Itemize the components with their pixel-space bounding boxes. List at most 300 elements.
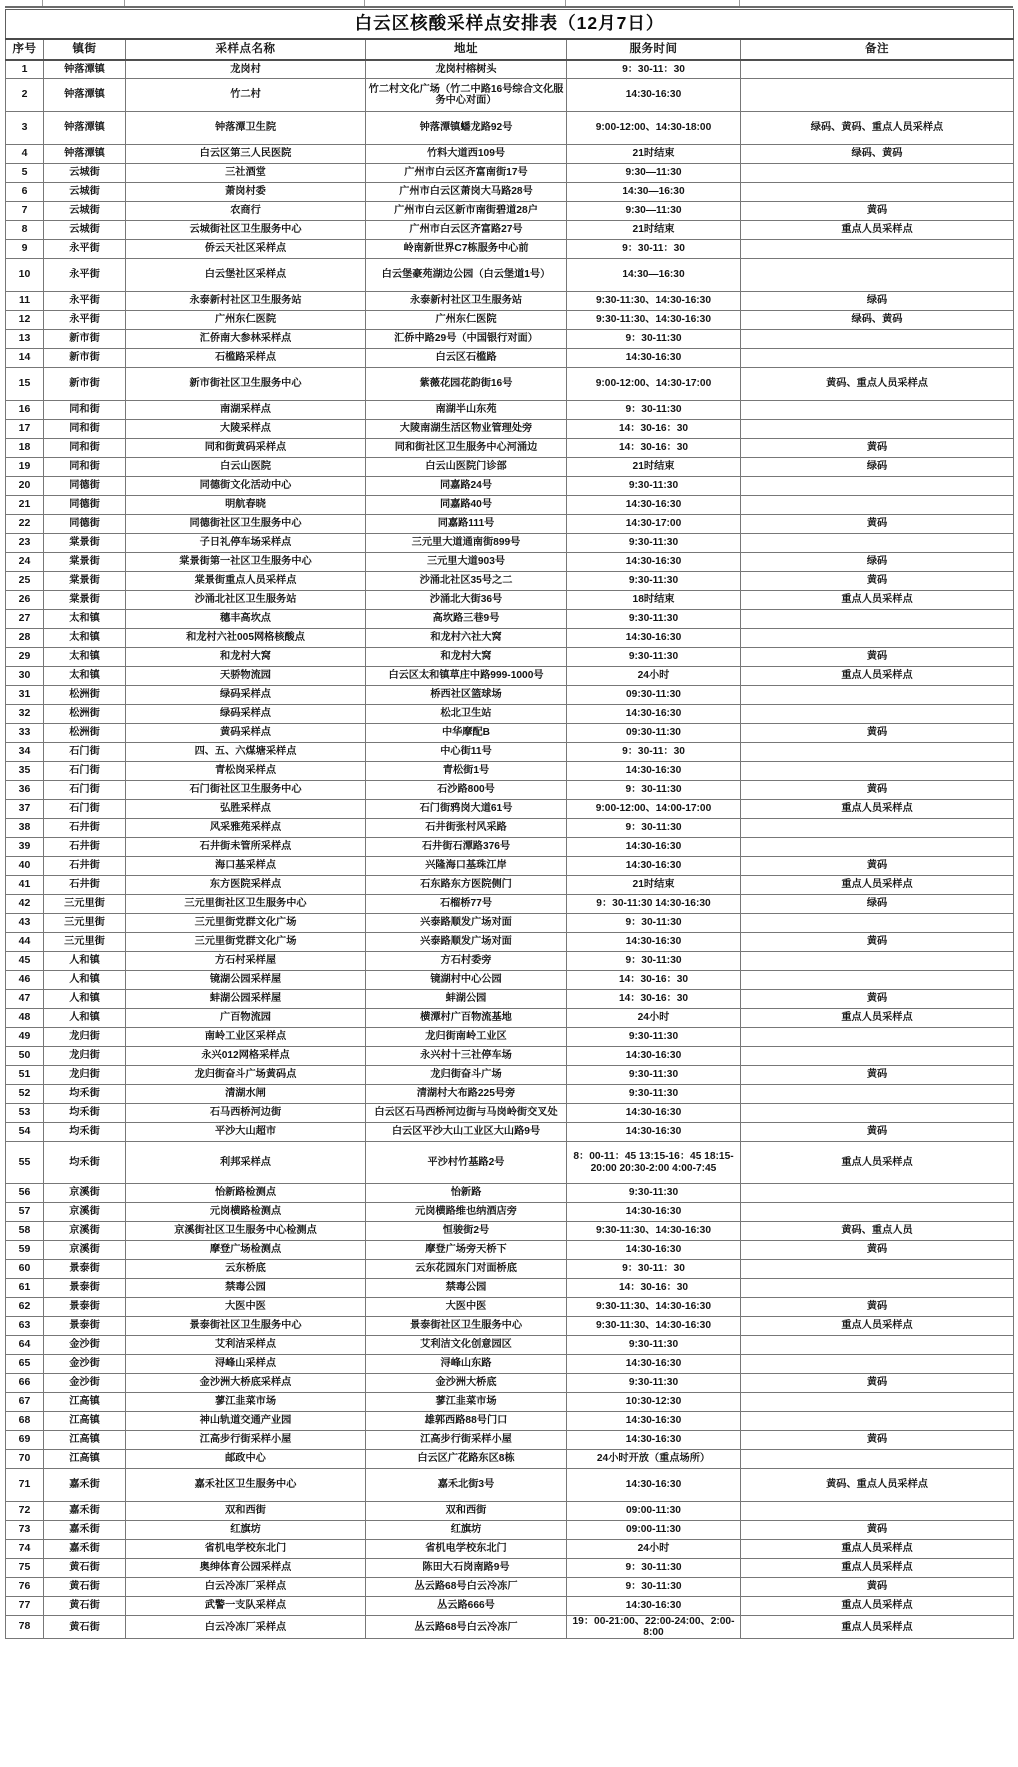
cell-town: 云城街 (44, 183, 126, 202)
table-row (6, 368, 1014, 401)
cell-index: 11 (6, 292, 44, 311)
cell-time: 9:30-11:30 (567, 572, 741, 591)
table-row (6, 292, 1014, 311)
cell-time: 14:30-16:30 (567, 1355, 741, 1374)
cell-address: 丛云路666号 (366, 1597, 567, 1616)
cell-note: 重点人员采样点 (741, 800, 1014, 819)
cell-time: 14：30-16：30 (567, 439, 741, 458)
cell-site: 同德街文化活动中心 (126, 477, 366, 496)
cell-note (741, 1203, 1014, 1222)
cell-address: 江高步行街采样小屋 (366, 1431, 567, 1450)
table-row (6, 857, 1014, 876)
cell-time: 14:30-16:30 (567, 79, 741, 112)
cell-time: 9:30-11:30 (567, 1066, 741, 1085)
cell-note: 重点人员采样点 (741, 1540, 1014, 1559)
table-row (6, 420, 1014, 439)
table-row (6, 800, 1014, 819)
clipped-cell-note (740, 0, 1011, 6)
cell-index: 39 (6, 838, 44, 857)
cell-town: 人和镇 (44, 952, 126, 971)
cell-site: 绿码采样点 (126, 705, 366, 724)
cell-town: 均禾街 (44, 1123, 126, 1142)
table-row (6, 439, 1014, 458)
table-row (6, 705, 1014, 724)
cell-index: 32 (6, 705, 44, 724)
cell-index: 20 (6, 477, 44, 496)
cell-address: 清湖村大布路225号旁 (366, 1085, 567, 1104)
table-row (6, 629, 1014, 648)
cell-index: 77 (6, 1597, 44, 1616)
cell-address: 白云区平沙大山工业区大山路9号 (366, 1123, 567, 1142)
cell-town: 同德街 (44, 496, 126, 515)
cell-note: 黄码 (741, 515, 1014, 534)
cell-address: 摩登广场旁天桥下 (366, 1241, 567, 1260)
cell-town: 松洲街 (44, 686, 126, 705)
cell-index: 66 (6, 1374, 44, 1393)
cell-index: 21 (6, 496, 44, 515)
cell-note (741, 496, 1014, 515)
cell-index: 52 (6, 1085, 44, 1104)
cell-town: 龙归街 (44, 1066, 126, 1085)
cell-note: 重点人员采样点 (741, 1559, 1014, 1578)
cell-note: 绿码、黄码 (741, 311, 1014, 330)
cell-index: 2 (6, 79, 44, 112)
cell-index: 62 (6, 1298, 44, 1317)
cell-town: 新市街 (44, 330, 126, 349)
table-row (6, 1066, 1014, 1085)
cell-site: 清湖水闸 (126, 1085, 366, 1104)
cell-address: 竹料大道西109号 (366, 145, 567, 164)
cell-index: 73 (6, 1521, 44, 1540)
table-row (6, 667, 1014, 686)
cell-address: 雄郭西路88号门口 (366, 1412, 567, 1431)
cell-town: 同和街 (44, 401, 126, 420)
cell-site: 石门街社区卫生服务中心 (126, 781, 366, 800)
cell-index: 59 (6, 1241, 44, 1260)
column-header-note: 备注 (741, 39, 1014, 60)
cell-index: 55 (6, 1142, 44, 1184)
cell-time: 14:30-16:30 (567, 705, 741, 724)
cell-site: 艾利洁采样点 (126, 1336, 366, 1355)
cell-index: 76 (6, 1578, 44, 1597)
cell-site: 平沙大山超市 (126, 1123, 366, 1142)
cell-address: 丛云路68号白云冷冻厂 (366, 1578, 567, 1597)
cell-note (741, 705, 1014, 724)
table-row (6, 311, 1014, 330)
cell-note (741, 952, 1014, 971)
cell-time: 09:30-11:30 (567, 686, 741, 705)
cell-index: 18 (6, 439, 44, 458)
cell-index: 50 (6, 1047, 44, 1066)
cell-note (741, 1260, 1014, 1279)
cell-site: 钟落潭卫生院 (126, 112, 366, 145)
table-row (6, 990, 1014, 1009)
cell-town: 均禾街 (44, 1142, 126, 1184)
cell-site: 利邦采样点 (126, 1142, 366, 1184)
cell-time: 24小时 (567, 667, 741, 686)
cell-note: 重点人员采样点 (741, 1009, 1014, 1028)
table-row (6, 112, 1014, 145)
cell-site: 永泰新村社区卫生服务站 (126, 292, 366, 311)
cell-address: 镜湖村中心公园 (366, 971, 567, 990)
cell-note: 重点人员采样点 (741, 1317, 1014, 1336)
cell-address: 三元里大道通南街899号 (366, 534, 567, 553)
table-row (6, 1047, 1014, 1066)
cell-town: 石门街 (44, 800, 126, 819)
cell-index: 74 (6, 1540, 44, 1559)
table-row (6, 648, 1014, 667)
table-row (6, 1540, 1014, 1559)
cell-index: 17 (6, 420, 44, 439)
cell-index: 63 (6, 1317, 44, 1336)
cell-time: 9：30-11：30 (567, 240, 741, 259)
cell-town: 江高镇 (44, 1431, 126, 1450)
cell-site: 三社酒堂 (126, 164, 366, 183)
table-row (6, 876, 1014, 895)
cell-site: 绿码采样点 (126, 686, 366, 705)
clipped-cell-time (566, 0, 740, 6)
cell-town: 太和镇 (44, 648, 126, 667)
table-row (6, 1260, 1014, 1279)
cell-index: 67 (6, 1393, 44, 1412)
table-row (6, 1028, 1014, 1047)
table-row (6, 1597, 1014, 1616)
cell-site: 汇侨南大参林采样点 (126, 330, 366, 349)
cell-address: 丛云路68号白云冷冻厂 (366, 1616, 567, 1639)
cell-address: 陈田大石岗南路9号 (366, 1559, 567, 1578)
cell-site: 石马西桥河边街 (126, 1104, 366, 1123)
cell-site: 大陵采样点 (126, 420, 366, 439)
cell-time: 14:30-16:30 (567, 933, 741, 952)
cell-address: 金沙洲大桥底 (366, 1374, 567, 1393)
cell-note (741, 1393, 1014, 1412)
cell-address: 白云区太和镇草庄中路999-1000号 (366, 667, 567, 686)
table-row (6, 1431, 1014, 1450)
cell-site: 青松岗采样点 (126, 762, 366, 781)
table-row (6, 1222, 1014, 1241)
cell-note: 重点人员采样点 (741, 221, 1014, 240)
table-row (6, 1123, 1014, 1142)
cell-site: 白云山医院 (126, 458, 366, 477)
cell-time: 14:30-16:30 (567, 1104, 741, 1123)
cell-town: 黄石街 (44, 1559, 126, 1578)
cell-index: 19 (6, 458, 44, 477)
cell-index: 15 (6, 368, 44, 401)
cell-note: 黄码 (741, 990, 1014, 1009)
cell-site: 沙涌北社区卫生服务站 (126, 591, 366, 610)
cell-note: 绿码、黄码 (741, 145, 1014, 164)
cell-note (741, 349, 1014, 368)
cell-site: 红旗坊 (126, 1521, 366, 1540)
table-row (6, 1085, 1014, 1104)
cell-site: 子日礼停车场采样点 (126, 534, 366, 553)
cell-site: 四、五、六煤塘采样点 (126, 743, 366, 762)
cell-site: 同和街黄码采样点 (126, 439, 366, 458)
table-row (6, 515, 1014, 534)
cell-town: 石井街 (44, 819, 126, 838)
cell-site: 景泰街社区卫生服务中心 (126, 1317, 366, 1336)
cell-time: 14:30-17:00 (567, 515, 741, 534)
cell-note: 黄码 (741, 1431, 1014, 1450)
cell-site: 龙岗村 (126, 60, 366, 79)
cell-time: 21时结束 (567, 145, 741, 164)
cell-index: 37 (6, 800, 44, 819)
table-row (6, 1336, 1014, 1355)
cell-town: 太和镇 (44, 629, 126, 648)
table-row (6, 781, 1014, 800)
cell-index: 44 (6, 933, 44, 952)
cell-town: 松洲街 (44, 705, 126, 724)
cell-site: 广百物流园 (126, 1009, 366, 1028)
cell-town: 石门街 (44, 762, 126, 781)
cell-note: 重点人员采样点 (741, 591, 1014, 610)
table-row (6, 1412, 1014, 1431)
table-row (6, 762, 1014, 781)
cell-note: 黄码 (741, 1123, 1014, 1142)
cell-index: 26 (6, 591, 44, 610)
cell-address: 同嘉路40号 (366, 496, 567, 515)
cell-note: 重点人员采样点 (741, 1616, 1014, 1639)
cell-town: 云城街 (44, 221, 126, 240)
cell-town: 石井街 (44, 857, 126, 876)
cell-town: 江高镇 (44, 1393, 126, 1412)
cell-site: 禁毒公园 (126, 1279, 366, 1298)
cell-time: 19：00-21:00、22:00-24:00、2:00-8:00 (567, 1616, 741, 1639)
cell-index: 40 (6, 857, 44, 876)
cell-site: 侨云天社区采样点 (126, 240, 366, 259)
table-row (6, 1502, 1014, 1521)
cell-site: 石槛路采样点 (126, 349, 366, 368)
cell-time: 9:30-11:30 (567, 1374, 741, 1393)
cell-note: 绿码 (741, 458, 1014, 477)
cell-town: 嘉禾街 (44, 1469, 126, 1502)
cell-site: 明航春晓 (126, 496, 366, 515)
table-row (6, 1559, 1014, 1578)
cell-note: 重点人员采样点 (741, 1142, 1014, 1184)
table-row (6, 458, 1014, 477)
table-row (6, 686, 1014, 705)
cell-note (741, 164, 1014, 183)
cell-index: 4 (6, 145, 44, 164)
cell-town: 嘉禾街 (44, 1502, 126, 1521)
cell-time: 9：30-11：30 (567, 743, 741, 762)
cell-index: 46 (6, 971, 44, 990)
cell-index: 23 (6, 534, 44, 553)
table-row (6, 838, 1014, 857)
column-header-index: 序号 (6, 39, 44, 60)
cell-site: 和龙村六社005网格核酸点 (126, 629, 366, 648)
cell-index: 53 (6, 1104, 44, 1123)
table-row (6, 330, 1014, 349)
table-row (6, 401, 1014, 420)
cell-time: 9:00-12:00、14:30-18:00 (567, 112, 741, 145)
cell-address: 石沙路800号 (366, 781, 567, 800)
cell-address: 蚌湖公园 (366, 990, 567, 1009)
cell-site: 三元里街党群文化广场 (126, 933, 366, 952)
cell-note: 绿码、黄码、重点人员采样点 (741, 112, 1014, 145)
cell-town: 黄石街 (44, 1578, 126, 1597)
column-header-time: 服务时间 (567, 39, 741, 60)
cell-note: 绿码 (741, 895, 1014, 914)
cell-note (741, 1184, 1014, 1203)
cell-index: 57 (6, 1203, 44, 1222)
cell-note (741, 1279, 1014, 1298)
table-row (6, 724, 1014, 743)
table-row (6, 349, 1014, 368)
cell-site: 白云冷冻厂采样点 (126, 1616, 366, 1639)
cell-site: 白云冷冻厂采样点 (126, 1578, 366, 1597)
table-row (6, 1104, 1014, 1123)
cell-address: 平沙村竹基路2号 (366, 1142, 567, 1184)
cell-site: 蚌湖公园采样屋 (126, 990, 366, 1009)
table-row (6, 164, 1014, 183)
cell-site: 省机电学校东北门 (126, 1540, 366, 1559)
cell-town: 均禾街 (44, 1104, 126, 1123)
table-row (6, 221, 1014, 240)
table-row (6, 819, 1014, 838)
cell-time: 14:30-16:30 (567, 1047, 741, 1066)
cell-note (741, 420, 1014, 439)
table-row (6, 60, 1014, 79)
cell-note (741, 330, 1014, 349)
cell-note: 重点人员采样点 (741, 667, 1014, 686)
cell-address: 白云堡豪苑湖边公园（白云堡道1号） (366, 259, 567, 292)
cell-note: 黄码 (741, 1521, 1014, 1540)
cell-site: 武警一支队采样点 (126, 1597, 366, 1616)
cell-address: 青松街1号 (366, 762, 567, 781)
column-header-site: 采样点名称 (126, 39, 366, 60)
cell-address: 双和西街 (366, 1502, 567, 1521)
cell-note: 绿码 (741, 292, 1014, 311)
cell-time: 9：30-11:30 (567, 1578, 741, 1597)
cell-address: 紫薇花园花韵街16号 (366, 368, 567, 401)
cell-site: 南湖采样点 (126, 401, 366, 420)
cell-site: 金沙洲大桥底采样点 (126, 1374, 366, 1393)
cell-town: 三元里街 (44, 933, 126, 952)
cell-time: 9:30-11:30 (567, 477, 741, 496)
cell-index: 38 (6, 819, 44, 838)
cell-note (741, 1336, 1014, 1355)
cell-address: 白云山医院门诊部 (366, 458, 567, 477)
cell-note: 黄码 (741, 1241, 1014, 1260)
cell-time: 14:30-16:30 (567, 349, 741, 368)
cell-time: 9:30-11:30 (567, 1028, 741, 1047)
cell-index: 6 (6, 183, 44, 202)
table-row (6, 240, 1014, 259)
cell-index: 58 (6, 1222, 44, 1241)
cell-address: 汇侨中路29号（中国银行对面） (366, 330, 567, 349)
cell-address: 永兴村十三社停车场 (366, 1047, 567, 1066)
cell-time: 9:30-11:30 (567, 534, 741, 553)
cell-index: 60 (6, 1260, 44, 1279)
cell-town: 永平街 (44, 259, 126, 292)
cell-time: 9：30-11:30 (567, 330, 741, 349)
table-row (6, 1578, 1014, 1597)
table-row (6, 572, 1014, 591)
cell-town: 金沙街 (44, 1374, 126, 1393)
cell-note (741, 1085, 1014, 1104)
cell-site: 新市街社区卫生服务中心 (126, 368, 366, 401)
cell-town: 棠景街 (44, 534, 126, 553)
cell-note (741, 629, 1014, 648)
cell-time: 14:30-16:30 (567, 1123, 741, 1142)
table-row (6, 933, 1014, 952)
cell-index: 34 (6, 743, 44, 762)
cell-site: 双和西街 (126, 1502, 366, 1521)
table-row (6, 1184, 1014, 1203)
cell-site: 永兴012网格采样点 (126, 1047, 366, 1066)
cell-time: 9:30—11:30 (567, 202, 741, 221)
cell-site: 龙归街奋斗广场黄码点 (126, 1066, 366, 1085)
cell-time: 9：30-11:30 (567, 819, 741, 838)
cell-site: 棠景街第一社区卫生服务中心 (126, 553, 366, 572)
table-row (6, 1521, 1014, 1540)
cell-index: 71 (6, 1469, 44, 1502)
cell-index: 24 (6, 553, 44, 572)
cell-index: 72 (6, 1502, 44, 1521)
table-row (6, 895, 1014, 914)
cell-address: 石榴桥77号 (366, 895, 567, 914)
cell-town: 同和街 (44, 420, 126, 439)
cell-note (741, 1502, 1014, 1521)
cell-town: 江高镇 (44, 1412, 126, 1431)
cell-site: 白云区第三人民医院 (126, 145, 366, 164)
cell-address: 同和街社区卫生服务中心河涌边 (366, 439, 567, 458)
cell-town: 石门街 (44, 781, 126, 800)
table-row (6, 553, 1014, 572)
cell-address: 永泰新村社区卫生服务站 (366, 292, 567, 311)
cell-time: 9：30-11:30 (567, 952, 741, 971)
cell-site: 南岭工业区采样点 (126, 1028, 366, 1047)
table-row (6, 259, 1014, 292)
cell-index: 41 (6, 876, 44, 895)
cell-site: 元岗横路检测点 (126, 1203, 366, 1222)
cell-address: 白云区石槛路 (366, 349, 567, 368)
cell-site: 弘胜采样点 (126, 800, 366, 819)
cell-time: 9:00-12:00、14:00-17:00 (567, 800, 741, 819)
cell-site: 京溪街社区卫生服务中心检测点 (126, 1222, 366, 1241)
cell-time: 9:30-11:30、14:30-16:30 (567, 1222, 741, 1241)
cell-address: 白云区石马西桥河边街与马岗岭街交叉处 (366, 1104, 567, 1123)
cell-note: 黄码 (741, 1298, 1014, 1317)
cell-time: 14:30-16:30 (567, 838, 741, 857)
cell-time: 14:30-16:30 (567, 1431, 741, 1450)
cell-address: 龙岗村榕树头 (366, 60, 567, 79)
cell-address: 同嘉路24号 (366, 477, 567, 496)
cell-address: 兴泰路顺发广场对面 (366, 914, 567, 933)
cell-note: 黄码 (741, 857, 1014, 876)
cell-note: 黄码 (741, 781, 1014, 800)
table-row (6, 971, 1014, 990)
cell-town: 景泰街 (44, 1260, 126, 1279)
cell-index: 35 (6, 762, 44, 781)
cell-index: 30 (6, 667, 44, 686)
cell-site: 浔峰山采样点 (126, 1355, 366, 1374)
cell-address: 桥西社区篮球场 (366, 686, 567, 705)
cell-town: 永平街 (44, 311, 126, 330)
cell-town: 人和镇 (44, 1009, 126, 1028)
cell-site: 神山轨道交通产业园 (126, 1412, 366, 1431)
cell-town: 新市街 (44, 368, 126, 401)
cell-town: 三元里街 (44, 914, 126, 933)
cell-index: 25 (6, 572, 44, 591)
cell-town: 钟落潭镇 (44, 112, 126, 145)
cell-town: 京溪街 (44, 1184, 126, 1203)
cell-index: 70 (6, 1450, 44, 1469)
cell-time: 8：00-11：45 13:15-16：45 18:15-20:00 20:30-2:00 4:00-7:45 (567, 1142, 741, 1184)
cell-note: 黄码 (741, 648, 1014, 667)
cell-note (741, 1047, 1014, 1066)
